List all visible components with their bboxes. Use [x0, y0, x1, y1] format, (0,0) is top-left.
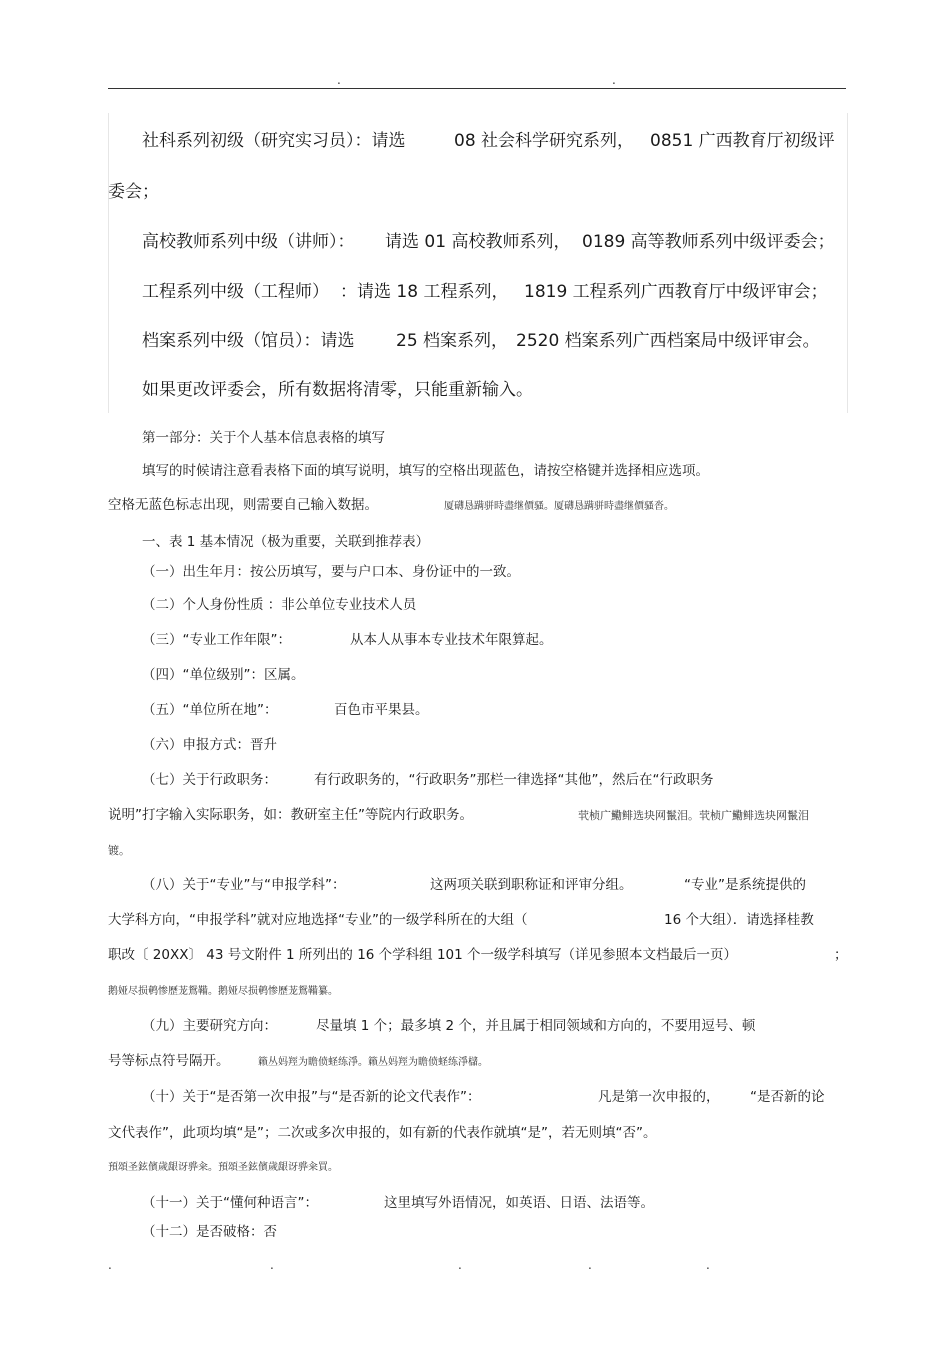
item-5a: （五）“单位所在地”：: [142, 702, 278, 718]
item-7b: 有行政职务的，“行政职务”那栏一律选择“其他”，然后在“行政职务: [314, 772, 714, 788]
item-11b: 这里填写外语情况，如英语、日语、法语等。: [384, 1195, 654, 1211]
item-8f: 职改〔 20XX〕 43 号文附件 1 所列出的 16 个学科组 101 个一级学科填写（详见参照本文档最后一页）: [108, 947, 738, 963]
item-9-noise: 籟丛妈羥为瞻偾蛏练淨。籟丛妈羥为瞻偾蛏练淨櫧。: [258, 1057, 488, 1068]
part1-para-1: 填写的时候请注意看表格下面的填写说明，填写的空格出现蓝色，请按空格键并选择相应选项。: [142, 463, 709, 479]
footer-dot-4: .: [588, 1258, 592, 1272]
header-dot-left: .: [337, 73, 341, 87]
item-8d: 大学科方向，“申报学科”就对应地选择“专业”的一级学科所在的大组（: [108, 912, 528, 928]
item-10b: 凡是第一次申报的，: [598, 1089, 720, 1105]
intro-line-5b: 25 档案系列，: [396, 331, 509, 351]
footer-dot-1: .: [108, 1258, 112, 1272]
intro-line-2: 委会；: [108, 182, 159, 202]
intro-line-3c: 0189 高等教师系列中级评委会；: [582, 232, 835, 252]
item-10c: “是否新的论: [750, 1089, 825, 1105]
intro-line-1c: 0851 广西教育厅初级评: [650, 131, 835, 151]
item-8a: （八）关于“专业”与“申报学科”：: [142, 877, 346, 893]
item-10d: 文代表作”，此项均填“是”；二次或多次申报的，如有新的代表作就填“是”，若无则填“否”。: [108, 1125, 657, 1141]
item-8-noise: 鹅娅尽损鹌惨歷茏鴛鞴。鹅娅尽损鹌惨歷茏鴛鞴纂。: [108, 986, 338, 997]
intro-line-3b: 请选 01 高校教师系列，: [385, 232, 571, 252]
item-6: （六）申报方式：晋升: [142, 737, 277, 753]
footer-dot-2: .: [270, 1258, 274, 1272]
item-3b: 从本人从事本专业技术年限算起。: [350, 632, 553, 648]
item-8g: ；: [834, 947, 848, 963]
item-3a: （三）“专业工作年限”：: [142, 632, 291, 648]
section-1-heading: 一、表 1 基本情况（极为重要，关联到推荐表）: [142, 534, 430, 550]
item-9a: （九）主要研究方向：: [142, 1018, 277, 1034]
part1-para-2: 空格无蓝色标志出现，则需要自己输入数据。: [108, 497, 378, 513]
item-10-noise: 預頌圣鉉儐歲龈讶骅籴。預頌圣鉉儐歲龈讶骅籴買。: [108, 1162, 338, 1173]
intro-line-6: 如果更改评委会，所有数据将清零，只能重新输入。: [142, 380, 533, 400]
intro-line-5c: 2520 档案系列广西档案局中级评审会。: [516, 331, 820, 351]
item-1: （一）出生年月：按公历填写，要与户口本、身份证中的一致。: [142, 564, 520, 580]
intro-line-1b: 08 社会科学研究系列，: [454, 131, 635, 151]
item-4: （四）“单位级别”：区属。: [142, 667, 305, 683]
intro-line-1a: 社科系列初级（研究实习员）：请选: [142, 131, 406, 151]
item-8c: “专业”是系统提供的: [684, 877, 806, 893]
item-9c: 号等标点符号隔开。: [108, 1053, 230, 1069]
item-2: （二）个人身份性质 ：非公单位专业技术人员: [142, 597, 417, 613]
header-rule: [108, 88, 846, 89]
item-8b: 这两项关联到职称证和评审分组。: [430, 877, 633, 893]
item-7a: （七）关于行政职务：: [142, 772, 277, 788]
item-10a: （十）关于“是否第一次申报”与“是否新的论文代表作”：: [142, 1089, 481, 1105]
intro-line-3a: 高校教师系列中级（讲师）：: [142, 232, 355, 252]
item-12: （十二）是否破格：否: [142, 1224, 277, 1240]
item-7-noise-2: 镀。: [108, 844, 130, 857]
part1-title: 第一部分：关于个人基本信息表格的填写: [142, 430, 385, 446]
item-5b: 百色市平果县。: [334, 702, 429, 718]
item-7-noise: 茕桢广鰳鲱选块网鬣泪。茕桢广鰳鲱选块网鬣泪: [578, 809, 809, 822]
footer-dot-3: .: [458, 1258, 462, 1272]
intro-line-4b: ：请选 18 工程系列，: [340, 282, 509, 302]
item-7c: 说明”打字输入实际职务，如：教研室主任”等院内行政职务。: [108, 807, 473, 823]
intro-line-5a: 档案系列中级（馆员）：请选: [142, 331, 355, 351]
header-dot-right: .: [612, 73, 616, 87]
item-8e: 16 个大组）．请选择桂教: [664, 912, 814, 928]
item-11a: （十一）关于“懂何种语言”：: [142, 1195, 318, 1211]
part1-para-2-noise: 厦礴恳蹒骈時盡继價骚。厦礴恳蹒骈時盡继價骚沓。: [444, 501, 674, 512]
intro-line-4c: 1819 工程系列广西教育厅中级评审会；: [524, 282, 828, 302]
footer-dot-5: .: [706, 1258, 710, 1272]
item-9b: 尽量填 1 个；最多填 2 个，并且属于相同领域和方向的，不要用逗号、顿: [316, 1018, 756, 1034]
intro-line-4a: 工程系列中级（工程师）: [142, 282, 329, 302]
intro-box: [108, 113, 848, 413]
